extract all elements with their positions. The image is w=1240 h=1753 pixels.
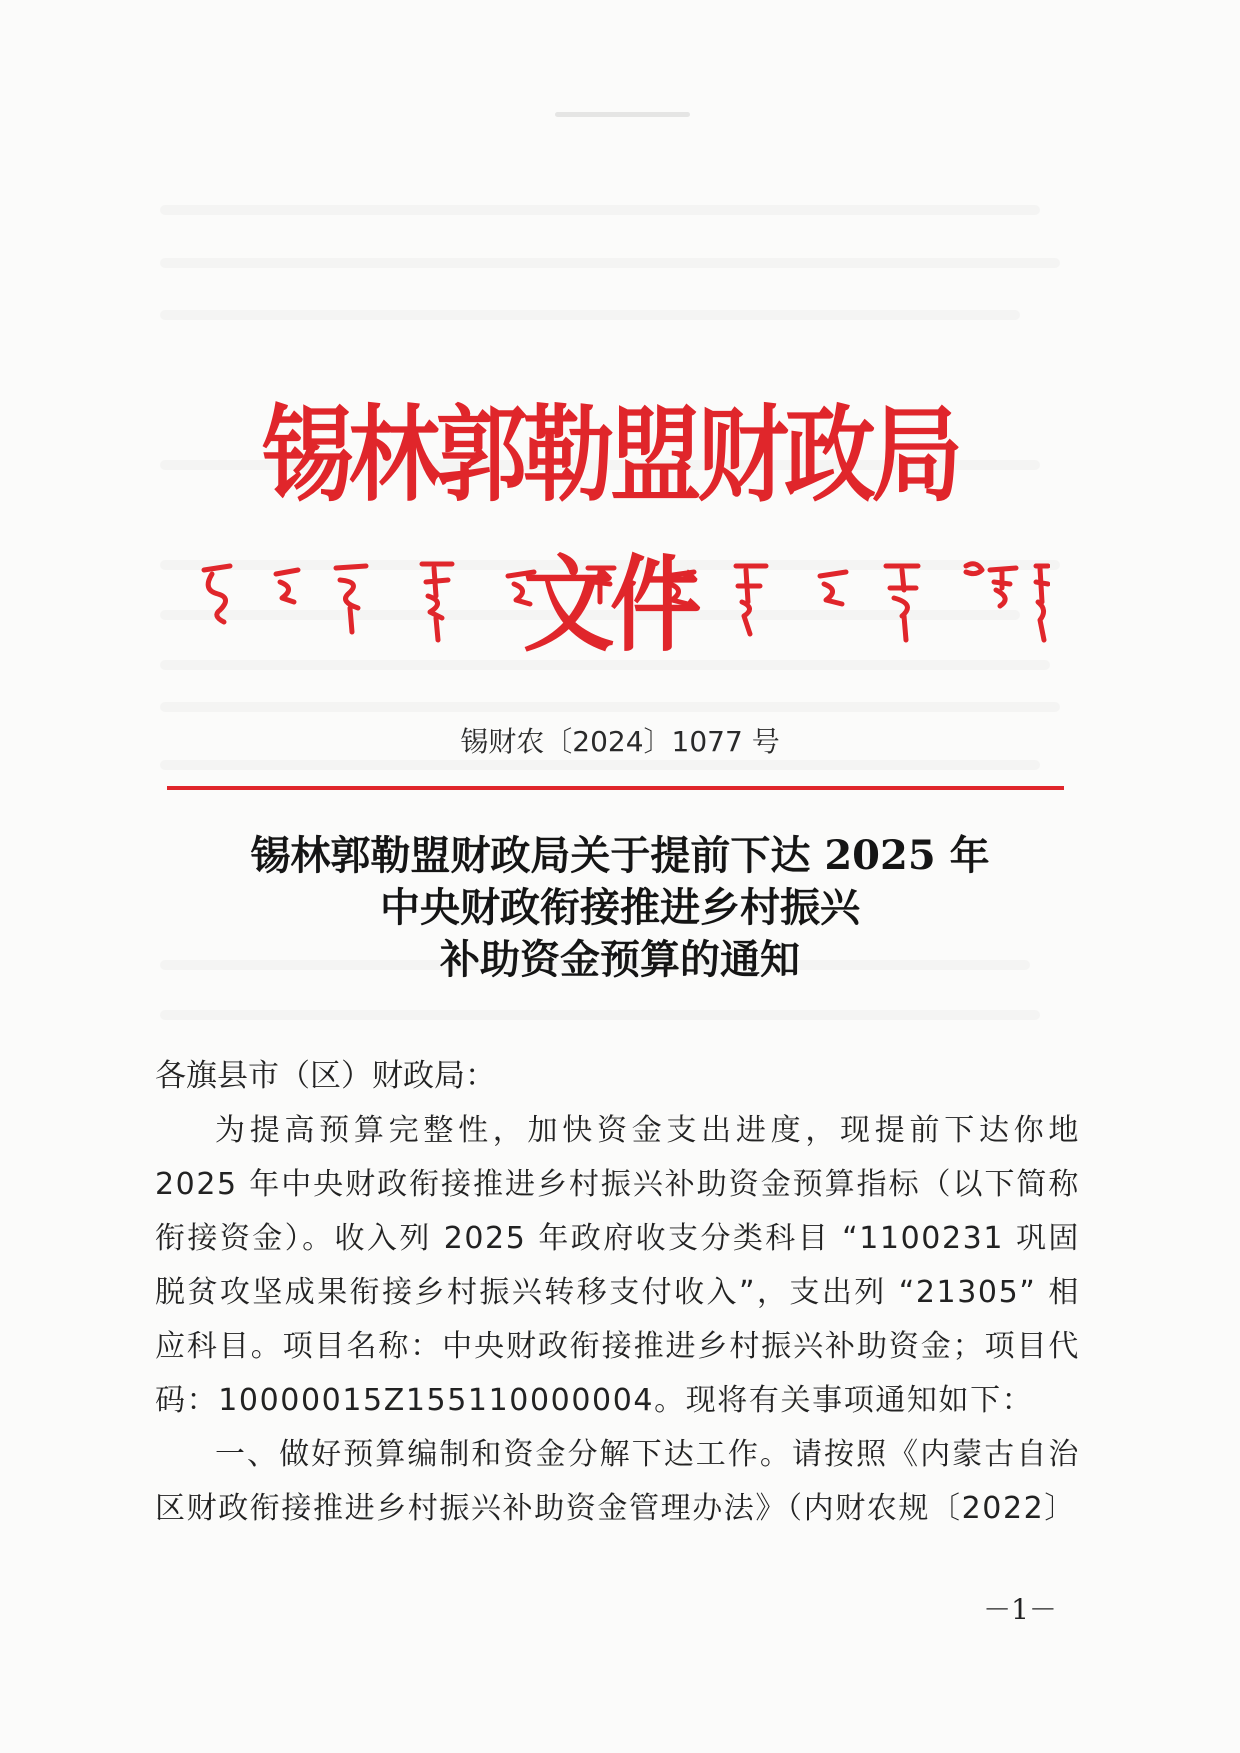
body-text	[155, 1104, 1080, 1536]
mongolian-script-header	[190, 558, 1050, 644]
page-number: －1－	[983, 1593, 1057, 1626]
header-divider-line	[167, 786, 1064, 790]
recipient-salutation: 各旗县市（区）财政局：	[155, 1058, 496, 1094]
notice-title-line: 锡林郭勒盟财政局关于提前下达 2025 年	[250, 832, 990, 879]
scan-mark	[555, 112, 690, 117]
notice-title	[150, 830, 1090, 986]
body-paragraph: 为提高预算完整性，加快资金支出进度，现提前下达你地2025 年中央财政衔接推进乡村振兴补助资金预算指标（以下简称衔接资金）。收入列 2025 年政府收支分类科目 “1100231 巩固脱贫攻坚成果衔接乡村振兴转移支付收入”，支出列 “21305” 相应科目。项目名称：中央财政衔接推进乡村振兴补助资金；项目代码：10000015Z155110000004。现将有关事项通知如下：	[155, 1113, 1080, 1418]
document-number: 锡财农〔2024〕1077 号	[460, 725, 780, 758]
notice-title-line: 补助资金预算的通知	[440, 936, 800, 983]
notice-title-line: 中央财政衔接推进乡村振兴	[380, 884, 860, 931]
body-paragraph: 一、做好预算编制和资金分解下达工作。请按照《内蒙古自治区财政衔接推进乡村振兴补助资金管理办法》（内财农规〔2022〕	[155, 1437, 1080, 1526]
issuer-header: 锡林郭勒盟财政局文件	[261, 393, 959, 666]
